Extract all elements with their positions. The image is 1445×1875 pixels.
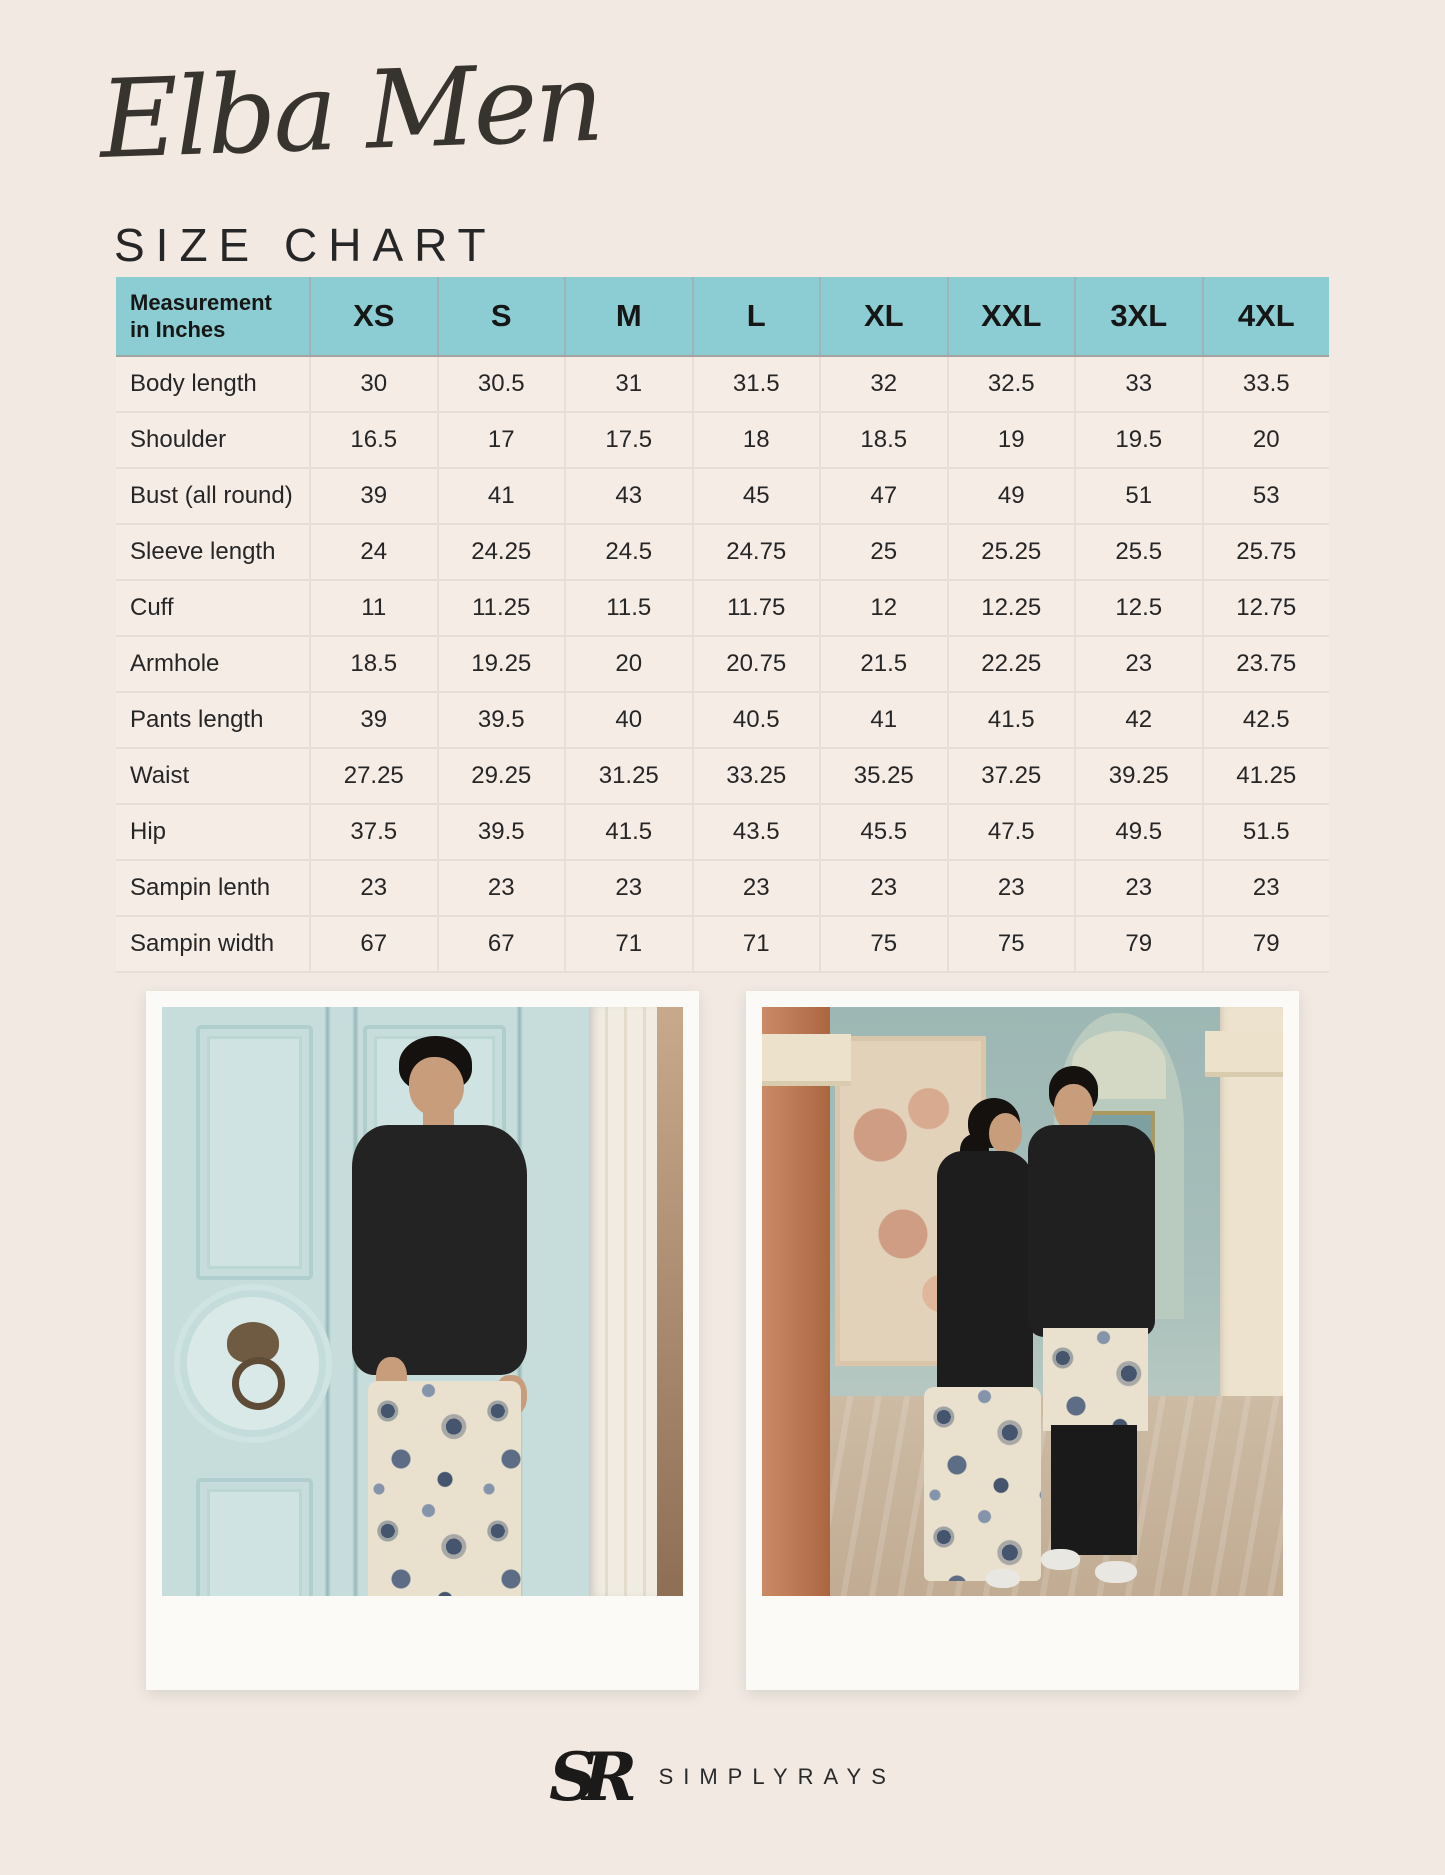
table-header-size: XS: [309, 277, 437, 355]
table-row: [116, 749, 1329, 805]
table-cell: 39: [309, 469, 437, 523]
woman-sandal: [986, 1569, 1020, 1588]
table-cell: 18.5: [819, 413, 947, 467]
row-label: Cuff: [130, 594, 174, 621]
table-cell: 31.25: [564, 749, 692, 803]
white-pilaster: [589, 1007, 657, 1596]
marble-column-edge: [657, 1007, 683, 1596]
table-cell: 43.5: [692, 805, 820, 859]
table-header-size: L: [692, 277, 820, 355]
table-cell: 42: [1074, 693, 1202, 747]
table-cell: 29.25: [437, 749, 565, 803]
table-row: [116, 861, 1329, 917]
left-photo-image: [162, 1007, 683, 1596]
table-cell: 43: [564, 469, 692, 523]
table-cell: 71: [564, 917, 692, 971]
table-cell: 11.5: [564, 581, 692, 635]
black-baju-melayu-top: [1028, 1125, 1156, 1337]
table-cell: 20: [564, 637, 692, 691]
table-body: [116, 357, 1329, 973]
floral-sampin-pants: [368, 1381, 522, 1596]
table-cell: 19.25: [437, 637, 565, 691]
table-cell: 27.25: [309, 749, 437, 803]
table-cell: 23: [1202, 861, 1330, 915]
table-cell: 41.5: [947, 693, 1075, 747]
table-header-size: S: [437, 277, 565, 355]
man-face: [409, 1057, 464, 1116]
row-label: Pants length: [130, 706, 264, 733]
table-cell: 30.5: [437, 357, 565, 411]
table-cell: 23: [692, 861, 820, 915]
brand-footer: [0, 1738, 1445, 1816]
door-stile: [324, 1007, 331, 1596]
right-photo: [746, 991, 1299, 1690]
table-cell: 25.5: [1074, 525, 1202, 579]
door-panel: [196, 1025, 313, 1280]
table-cell: 67: [437, 917, 565, 971]
table-header-size: XL: [819, 277, 947, 355]
table-cell: 23: [1074, 861, 1202, 915]
table-cell: 24.75: [692, 525, 820, 579]
couple-man-face: [1054, 1084, 1093, 1131]
man-sandal-right: [1095, 1561, 1137, 1583]
table-cell: 71: [692, 917, 820, 971]
table-cell: 23: [1074, 637, 1202, 691]
row-label: Body length: [130, 370, 257, 397]
table-cell: 18.5: [309, 637, 437, 691]
table-cell: 23: [437, 861, 565, 915]
floral-skirt: [924, 1387, 1041, 1581]
table-cell: 31: [564, 357, 692, 411]
table-cell: 67: [309, 917, 437, 971]
table-cell: 12.75: [1202, 581, 1330, 635]
door-panel: [196, 1478, 313, 1596]
table-cell: 41: [437, 469, 565, 523]
table-cell: 20: [1202, 413, 1330, 467]
table-row: [116, 637, 1329, 693]
table-cell: 79: [1202, 917, 1330, 971]
table-cell: 53: [1202, 469, 1330, 523]
table-cell: 12.5: [1074, 581, 1202, 635]
table-cell: 49: [947, 469, 1075, 523]
table-header-size: XXL: [947, 277, 1075, 355]
table-row: [116, 581, 1329, 637]
table-cell: 39.5: [437, 693, 565, 747]
black-kurta-top: [352, 1125, 527, 1375]
black-kebaya-top: [937, 1151, 1033, 1398]
table-cell: 49.5: [1074, 805, 1202, 859]
table-cell: 40: [564, 693, 692, 747]
table-cell: 41: [819, 693, 947, 747]
table-cell: 45.5: [819, 805, 947, 859]
table-cell: 25.75: [1202, 525, 1330, 579]
man-floral-sampin: [1043, 1328, 1147, 1431]
table-cell: 37.25: [947, 749, 1075, 803]
table-header-row: [116, 277, 1329, 357]
table-cell: 22.25: [947, 637, 1075, 691]
table-row: [116, 805, 1329, 861]
row-label: Sleeve length: [130, 538, 276, 565]
table-cell: 32: [819, 357, 947, 411]
table-cell: 40.5: [692, 693, 820, 747]
table-cell: 31.5: [692, 357, 820, 411]
table-cell: 42.5: [1202, 693, 1330, 747]
table-cell: 19: [947, 413, 1075, 467]
left-photo: [146, 991, 699, 1690]
table-row: [116, 525, 1329, 581]
table-cell: 23: [947, 861, 1075, 915]
table-cell: 25: [819, 525, 947, 579]
row-label: Sampin lenth: [130, 874, 271, 901]
page-subtitle: SIZE CHART: [114, 219, 497, 271]
table-cell: 33: [1074, 357, 1202, 411]
table-cell: 19.5: [1074, 413, 1202, 467]
table-cell: 37.5: [309, 805, 437, 859]
row-label: Shoulder: [130, 426, 227, 453]
table-row: [116, 413, 1329, 469]
table-cell: 51.5: [1202, 805, 1330, 859]
table-cell: 35.25: [819, 749, 947, 803]
table-cell: 39: [309, 693, 437, 747]
table-cell: 24.5: [564, 525, 692, 579]
terracotta-column: [762, 1007, 830, 1596]
table-cell: 23: [819, 861, 947, 915]
size-table: [116, 277, 1329, 973]
row-label: Waist: [130, 762, 190, 789]
table-cell: 17.5: [564, 413, 692, 467]
table-cell: 39.25: [1074, 749, 1202, 803]
pillar-capital-right: [1205, 1031, 1283, 1072]
table-cell: 18: [692, 413, 820, 467]
table-cell: 41.25: [1202, 749, 1330, 803]
table-cell: 32.5: [947, 357, 1075, 411]
row-label: Bust (all round): [130, 482, 293, 509]
table-cell: 24.25: [437, 525, 565, 579]
table-row: [116, 917, 1329, 973]
table-cell: 30: [309, 357, 437, 411]
table-cell: 11.75: [692, 581, 820, 635]
table-header-size: 4XL: [1202, 277, 1330, 355]
row-label: Hip: [130, 818, 167, 845]
table-row: [116, 693, 1329, 749]
table-cell: 24: [309, 525, 437, 579]
table-cell: 25.25: [947, 525, 1075, 579]
table-cell: 12.25: [947, 581, 1075, 635]
man-sandal-left: [1041, 1549, 1080, 1570]
table-cell: 23.75: [1202, 637, 1330, 691]
row-label: Sampin width: [130, 930, 275, 957]
black-pants: [1051, 1425, 1137, 1555]
table-cell: 11: [309, 581, 437, 635]
table-cell: 11.25: [437, 581, 565, 635]
table-header-size: M: [564, 277, 692, 355]
table-cell: 45: [692, 469, 820, 523]
door-knocker-ring: [232, 1357, 285, 1409]
table-cell: 41.5: [564, 805, 692, 859]
table-cell: 21.5: [819, 637, 947, 691]
page-title: Elba Men: [97, 40, 603, 184]
table-cell: 51: [1074, 469, 1202, 523]
table-header-measurement: Measurement in Inches: [130, 289, 272, 342]
table-cell: 16.5: [309, 413, 437, 467]
table-cell: 79: [1074, 917, 1202, 971]
brand-name: SIMPLYRAYS: [658, 1764, 896, 1789]
table-cell: 23: [564, 861, 692, 915]
table-header-size: 3XL: [1074, 277, 1202, 355]
table-cell: 20.75: [692, 637, 820, 691]
table-row: [116, 469, 1329, 525]
right-photo-image: [762, 1007, 1283, 1596]
table-cell: 75: [819, 917, 947, 971]
row-label: Armhole: [130, 650, 220, 677]
table-cell: 12: [819, 581, 947, 635]
table-cell: 23: [309, 861, 437, 915]
table-cell: 17: [437, 413, 565, 467]
table-cell: 39.5: [437, 805, 565, 859]
table-cell: 47.5: [947, 805, 1075, 859]
brand-monogram-logo: SR: [549, 1738, 623, 1816]
table-row: [116, 357, 1329, 413]
table-cell: 75: [947, 917, 1075, 971]
table-cell: 33.5: [1202, 357, 1330, 411]
table-cell: 47: [819, 469, 947, 523]
terracotta-column-capital: [762, 1034, 851, 1081]
table-cell: 33.25: [692, 749, 820, 803]
